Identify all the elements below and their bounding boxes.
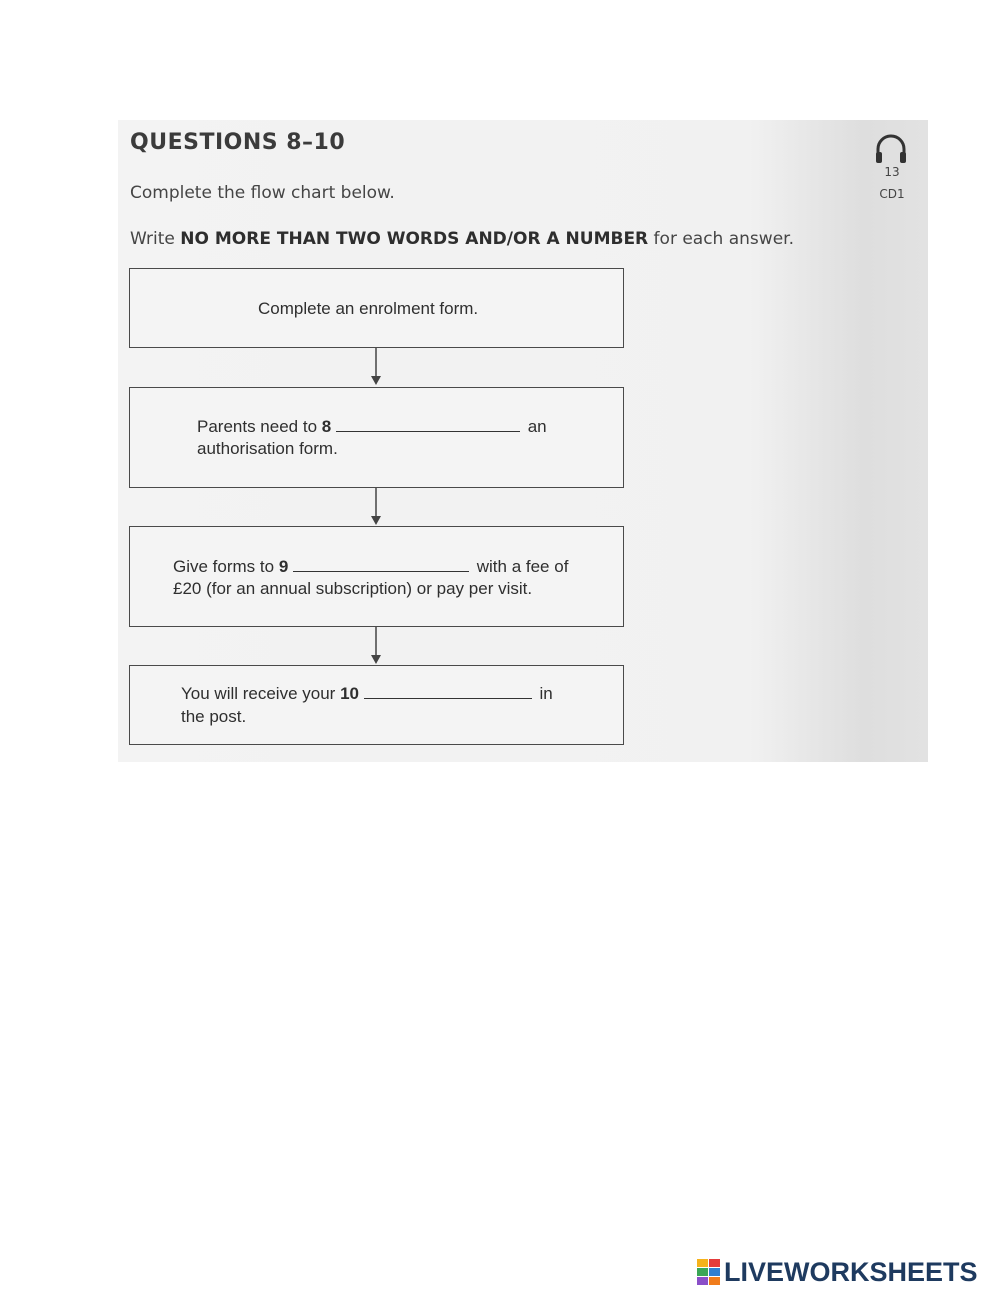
step-2-post: an <box>527 417 547 436</box>
questions-title: QUESTIONS 8–10 <box>130 130 346 155</box>
flow-step-2 <box>129 387 624 488</box>
flow-arrow-icon <box>366 348 386 386</box>
step-2-line-1 <box>197 416 617 438</box>
liveworksheets-logo[interactable] <box>697 1256 978 1288</box>
flow-arrow-icon <box>366 488 386 526</box>
instruction-complete: Complete the flow chart below. <box>130 183 395 203</box>
headphones-icon <box>873 132 909 168</box>
brand-name: LIVEWORKSHEETS <box>724 1256 978 1287</box>
instruction-pre: Write <box>130 229 181 249</box>
step-4-line-1 <box>181 683 621 705</box>
step-2-line-2: authorisation form. <box>197 439 338 458</box>
step-3-pre: Give forms to <box>173 557 279 576</box>
flow-step-3 <box>129 526 624 627</box>
cd-label: CD1 <box>879 187 905 201</box>
step-3-post: with a fee of <box>476 557 569 576</box>
instruction-post: for each answer. <box>648 229 794 249</box>
liveworksheets-logo-icon <box>697 1259 721 1285</box>
step-4-post: in <box>539 684 553 703</box>
flow-step-4 <box>129 665 624 745</box>
step-1-text: Complete an enrolment form. <box>258 299 479 318</box>
flow-step-1 <box>129 268 624 348</box>
flow-arrow-icon <box>366 627 386 665</box>
question-8-number: 8 <box>321 417 332 436</box>
instruction-bold: NO MORE THAN TWO WORDS AND/OR A NUMBER <box>180 229 649 249</box>
question-9-number: 9 <box>278 557 289 576</box>
answer-blank-9[interactable] <box>293 557 469 572</box>
step-3-line-1 <box>173 556 623 578</box>
step-3-line-2: £20 (for an annual subscription) or pay per visit. <box>173 579 533 598</box>
step-4-line-2: the post. <box>181 707 247 726</box>
answer-blank-10[interactable] <box>364 684 532 699</box>
question-10-number: 10 <box>340 684 359 703</box>
step-2-pre: Parents need to <box>197 417 322 436</box>
answer-blank-8[interactable] <box>336 417 520 432</box>
instruction-word-limit <box>130 229 794 249</box>
track-number: 13 <box>884 165 900 179</box>
step-4-pre: You will receive your <box>181 684 341 703</box>
